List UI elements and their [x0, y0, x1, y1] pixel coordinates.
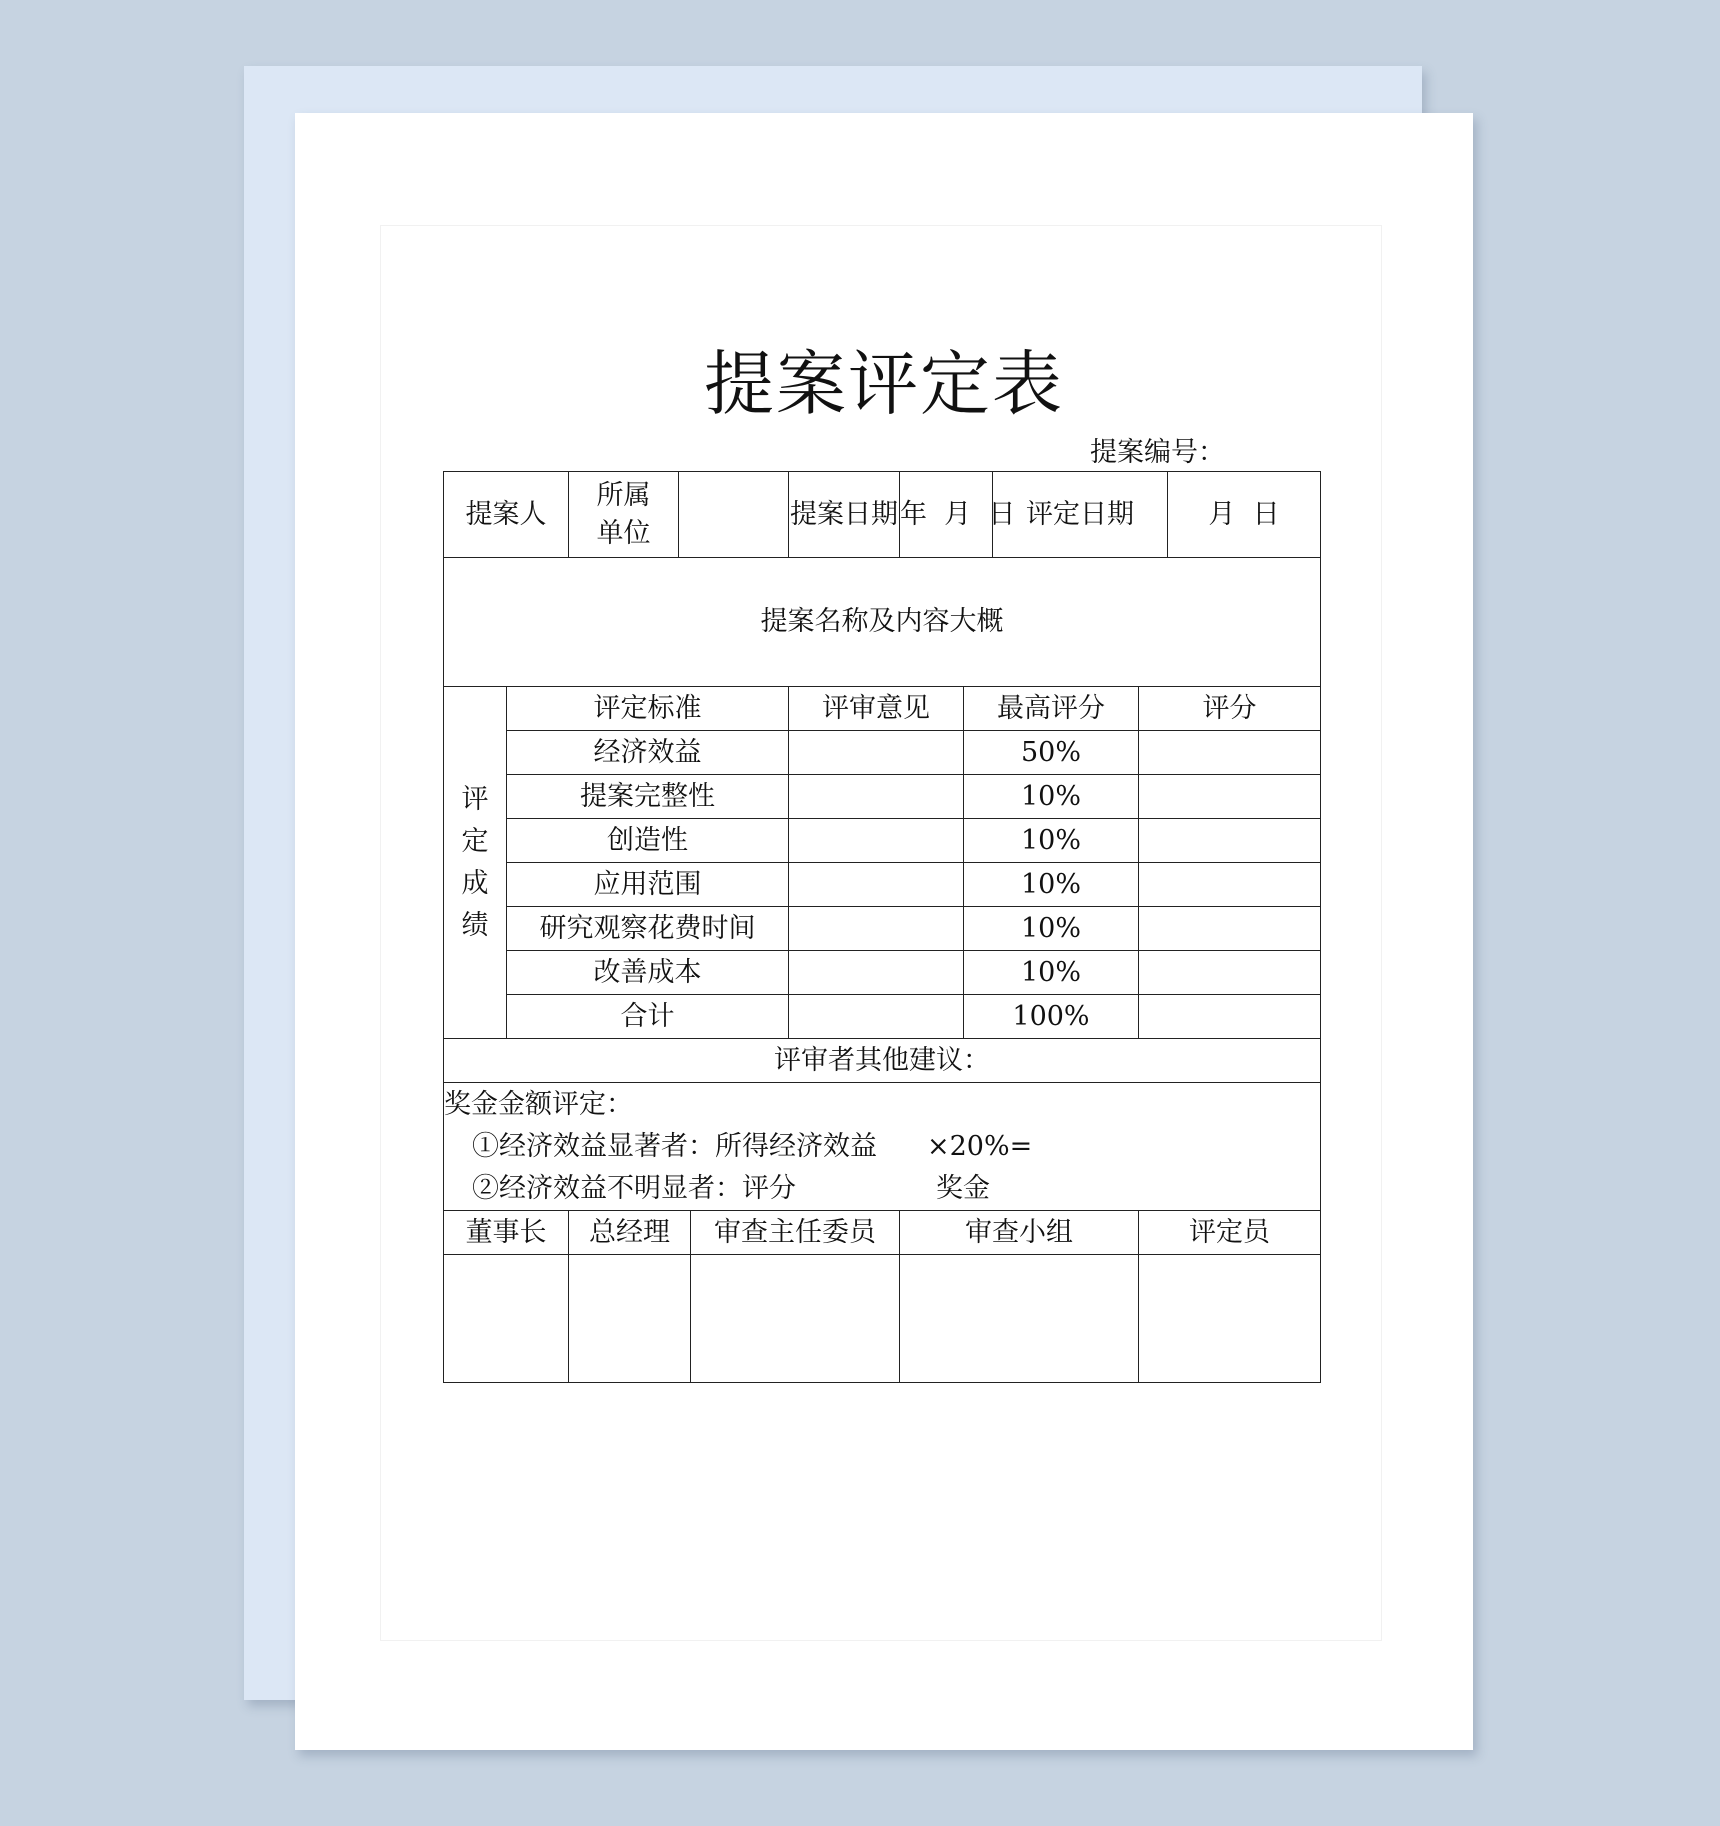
proposal-number-label: 提案编号：	[1090, 437, 1225, 468]
bonus-heading: 奖金金额评定：	[444, 1088, 633, 1120]
opinion-cell[interactable]	[789, 775, 964, 819]
table-row	[444, 995, 1321, 1039]
header-row	[444, 472, 1321, 558]
signature-header: 董事长	[444, 1211, 569, 1255]
column-header: 评分	[1139, 687, 1321, 731]
bonus-line-2: ②经济效益不明显者：评分 奖金	[472, 1172, 990, 1204]
signature-header: 总经理	[569, 1211, 691, 1255]
max-score-cell: 50%	[964, 731, 1139, 775]
criterion-cell: 合计	[507, 995, 789, 1039]
score-cell[interactable]	[1139, 907, 1321, 951]
opinion-cell[interactable]	[789, 819, 964, 863]
max-score-cell: 10%	[964, 775, 1139, 819]
opinion-cell[interactable]	[789, 951, 964, 995]
score-header-row	[444, 687, 1321, 731]
evaluation-form-table	[443, 471, 1321, 1383]
max-score-cell: 100%	[964, 995, 1139, 1039]
criterion-cell: 创造性	[507, 819, 789, 863]
criterion-cell: 改善成本	[507, 951, 789, 995]
signature-cell[interactable]	[569, 1255, 691, 1383]
criterion-cell: 应用范围	[507, 863, 789, 907]
suggestions-row	[444, 1039, 1321, 1083]
criterion-cell: 提案完整性	[507, 775, 789, 819]
bonus-section	[444, 1083, 1321, 1211]
criterion-cell: 研究观察花费时间	[507, 907, 789, 951]
score-side-label: 评 定 成 绩	[444, 687, 507, 1039]
signature-cell[interactable]	[1139, 1255, 1321, 1383]
signature-row	[444, 1255, 1321, 1383]
content-row	[444, 558, 1321, 687]
column-header: 最高评分	[964, 687, 1139, 731]
bonus-line-1: ①经济效益显著者：所得经济效益 ×20%=	[472, 1130, 1033, 1162]
signature-header: 评定员	[1139, 1211, 1321, 1255]
signature-cell[interactable]	[691, 1255, 900, 1383]
table-row	[444, 907, 1321, 951]
bonus-row	[444, 1083, 1321, 1211]
document-page	[295, 113, 1473, 1750]
score-cell[interactable]	[1139, 863, 1321, 907]
opinion-cell[interactable]	[789, 907, 964, 951]
score-cell[interactable]	[1139, 775, 1321, 819]
table-row	[444, 863, 1321, 907]
table-row	[444, 951, 1321, 995]
criterion-cell: 经济效益	[507, 731, 789, 775]
table-row	[444, 819, 1321, 863]
opinion-cell[interactable]	[789, 995, 964, 1039]
content-label[interactable]: 提案名称及内容大概	[444, 558, 1321, 687]
unit-label: 所属 单位	[569, 472, 679, 558]
max-score-cell: 10%	[964, 863, 1139, 907]
max-score-cell: 10%	[964, 951, 1139, 995]
max-score-cell: 10%	[964, 819, 1139, 863]
eval-date-value[interactable]: 月 日	[1168, 472, 1321, 558]
table-row	[444, 731, 1321, 775]
signature-cell[interactable]	[900, 1255, 1139, 1383]
opinion-cell[interactable]	[789, 863, 964, 907]
proposer-label: 提案人	[444, 472, 569, 558]
proposal-date-label: 提案日期	[789, 472, 900, 558]
score-cell[interactable]	[1139, 951, 1321, 995]
score-cell[interactable]	[1139, 819, 1321, 863]
signature-header-row	[444, 1211, 1321, 1255]
other-suggestions-label[interactable]: 评审者其他建议：	[444, 1039, 1321, 1083]
opinion-cell[interactable]	[789, 731, 964, 775]
signature-header: 审查小组	[900, 1211, 1139, 1255]
score-cell[interactable]	[1139, 995, 1321, 1039]
signature-header: 审查主任委员	[691, 1211, 900, 1255]
document-title: 提案评定表	[704, 343, 1064, 425]
column-header: 评定标准	[507, 687, 789, 731]
eval-date-label: 评定日期	[993, 472, 1168, 558]
max-score-cell: 10%	[964, 907, 1139, 951]
proposal-date-value[interactable]: 年 月 日	[900, 472, 993, 558]
score-cell[interactable]	[1139, 731, 1321, 775]
column-header: 评审意见	[789, 687, 964, 731]
unit-value-cell[interactable]	[679, 472, 789, 558]
table-row	[444, 775, 1321, 819]
signature-cell[interactable]	[444, 1255, 569, 1383]
